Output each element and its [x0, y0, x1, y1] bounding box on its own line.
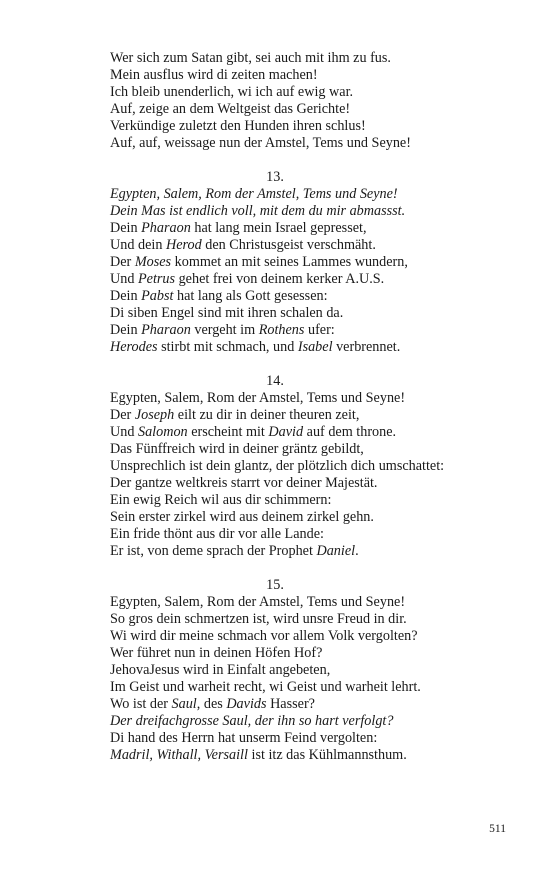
text-segment: Auf, zeige an dem Weltgeist das Gerichte!	[110, 101, 351, 117]
text-segment: Dein	[110, 322, 142, 338]
poem-line	[110, 288, 530, 305]
text-segment: eilt zu dir in deiner theuren zeit,	[174, 407, 360, 423]
text-segment: Wer führet nun in deinen Höfen Hof?	[110, 645, 323, 661]
stanza	[110, 169, 530, 356]
poem-line	[110, 186, 530, 203]
poem-line	[110, 713, 530, 730]
poem-line	[110, 458, 530, 475]
italic-text: Isabel	[297, 339, 333, 355]
poem-line	[110, 67, 530, 84]
text-segment: Und	[110, 271, 138, 287]
italic-text: Herod	[165, 237, 202, 253]
text-segment: Und dein	[110, 237, 166, 253]
italic-text: Davids	[226, 696, 267, 712]
text-segment: Sein erster zirkel wird aus deinem zirkel gehn.	[110, 509, 374, 525]
text-segment: Im Geist und warheit recht, wi Geist und warheit lehrt.	[110, 679, 421, 695]
text-segment: Dein	[110, 288, 142, 304]
italic-text: Pharaon	[141, 220, 191, 236]
italic-text: Dein Mas ist endlich voll, mit dem du mir abmassst.	[110, 203, 406, 219]
text-segment: vergeht im	[190, 322, 259, 338]
text-segment: Wer sich zum Satan gibt, sei auch mit ihm zu fus.	[110, 50, 391, 66]
italic-text: Saul	[171, 696, 197, 712]
poem-line	[110, 254, 530, 271]
poem-line	[110, 50, 530, 67]
text-segment: Verkündige zuletzt den Hunden ihren schlus!	[110, 118, 366, 134]
italic-text: Joseph	[134, 407, 175, 423]
poem-line	[110, 339, 530, 356]
poem-line	[110, 662, 530, 679]
text-segment: Der gantze weltkreis starrt vor deiner Majestät.	[110, 475, 378, 491]
poem-line	[110, 645, 530, 662]
poem-line	[110, 118, 530, 135]
italic-text: Herodes	[110, 339, 158, 355]
text-segment: Mein ausflus wird di zeiten machen!	[110, 67, 318, 83]
italic-text: Moses	[134, 254, 172, 270]
italic-text: Pabst	[141, 288, 174, 304]
poem-body	[110, 50, 530, 781]
page-number: 511	[489, 823, 506, 835]
text-segment: stirbt mit schmach, und	[157, 339, 298, 355]
poem-line	[110, 390, 530, 407]
text-segment: auf dem throne.	[303, 424, 397, 440]
text-segment: hat lang mein Israel gepresset,	[190, 220, 367, 236]
poem-line	[110, 543, 530, 560]
poem-line	[110, 526, 530, 543]
poem-line	[110, 407, 530, 424]
stanza	[110, 577, 530, 764]
text-segment: verbrennet.	[332, 339, 401, 355]
italic-text: Salomon	[137, 424, 188, 440]
poem-line	[110, 509, 530, 526]
text-segment: So gros dein schmertzen ist, wird unsre Freud in dir.	[110, 611, 407, 627]
text-segment: Hasser?	[266, 696, 315, 712]
text-segment: Ein ewig Reich wil aus dir schimmern:	[110, 492, 332, 508]
text-segment: ist itz das Kühlmannsthum.	[247, 747, 407, 763]
poem-line	[110, 696, 530, 713]
text-segment: Di siben Engel sind mit ihren schalen da.	[110, 305, 344, 321]
italic-text: David	[268, 424, 304, 440]
poem-line	[110, 594, 530, 611]
poem-line	[110, 271, 530, 288]
text-segment: hat lang als Gott gesessen:	[173, 288, 328, 304]
poem-line	[110, 101, 530, 118]
text-segment: Das Fünffreich wird in deiner gräntz gebildt,	[110, 441, 364, 457]
text-segment: Wi wird dir meine schmach vor allem Volk vergolten?	[110, 628, 418, 644]
poem-line	[110, 203, 530, 220]
italic-text: Petrus	[137, 271, 176, 287]
italic-text: Der dreifachgrosse Saul, der ihn so hart verfolgt?	[110, 713, 394, 729]
text-segment: , des	[196, 696, 227, 712]
poem-line	[110, 322, 530, 339]
stanza-number: 15.	[266, 577, 284, 593]
poem-line	[110, 611, 530, 628]
poem-line	[110, 84, 530, 101]
text-segment: JehovaJesus wird in Einfalt angebeten,	[110, 662, 331, 678]
text-segment: Er ist, von deme sprach der Prophet	[110, 543, 317, 559]
text-segment: kommet an mit seines Lammes wundern,	[171, 254, 408, 270]
text-segment: gehet frei von deinem kerker A.U.S.	[175, 271, 385, 287]
text-segment: Wo ist der	[110, 696, 172, 712]
text-segment: Der	[110, 254, 135, 270]
poem-line	[110, 679, 530, 696]
poem-line	[110, 305, 530, 322]
text-segment: Und	[110, 424, 138, 440]
text-segment: Unsprechlich ist dein glantz, der plötzlich dich umschattet:	[110, 458, 445, 474]
italic-text: Rothens	[258, 322, 305, 338]
text-segment: Dein	[110, 220, 142, 236]
text-segment: Auf, auf, weissage nun der Amstel, Tems und Seyne!	[110, 135, 411, 151]
text-segment: Di hand des Herrn hat unserm Feind vergolten:	[110, 730, 378, 746]
stanza	[110, 373, 530, 560]
text-segment: Ich bleib unenderlich, wi ich auf ewig war.	[110, 84, 354, 100]
text-segment: ufer:	[304, 322, 335, 338]
poem-line	[110, 747, 530, 764]
poem-line	[110, 475, 530, 492]
italic-text: Egypten, Salem, Rom der Amstel, Tems und Seyne!	[110, 186, 398, 202]
stanza-number: 14.	[266, 373, 284, 389]
text-segment: Egypten, Salem, Rom der Amstel, Tems und Seyne!	[110, 594, 406, 610]
stanza-number: 13.	[266, 169, 284, 185]
poem-line	[110, 220, 530, 237]
italic-text: Pharaon	[141, 322, 191, 338]
text-segment: .	[355, 543, 359, 559]
poem-line	[110, 628, 530, 645]
text-segment: Der	[110, 407, 135, 423]
stanza	[110, 50, 530, 152]
poem-line	[110, 424, 530, 441]
poem-line	[110, 135, 530, 152]
italic-text: Daniel	[316, 543, 356, 559]
poem-line	[110, 492, 530, 509]
text-segment: Egypten, Salem, Rom der Amstel, Tems und Seyne!	[110, 390, 406, 406]
poem-line	[110, 237, 530, 254]
italic-text: Madril, Withall, Versaill	[110, 747, 248, 763]
text-segment: Ein fride thönt aus dir vor alle Lande:	[110, 526, 324, 542]
poem-line	[110, 730, 530, 747]
text-segment: erscheint mit	[187, 424, 269, 440]
text-segment: den Christusgeist verschmäht.	[201, 237, 376, 253]
poem-line	[110, 441, 530, 458]
